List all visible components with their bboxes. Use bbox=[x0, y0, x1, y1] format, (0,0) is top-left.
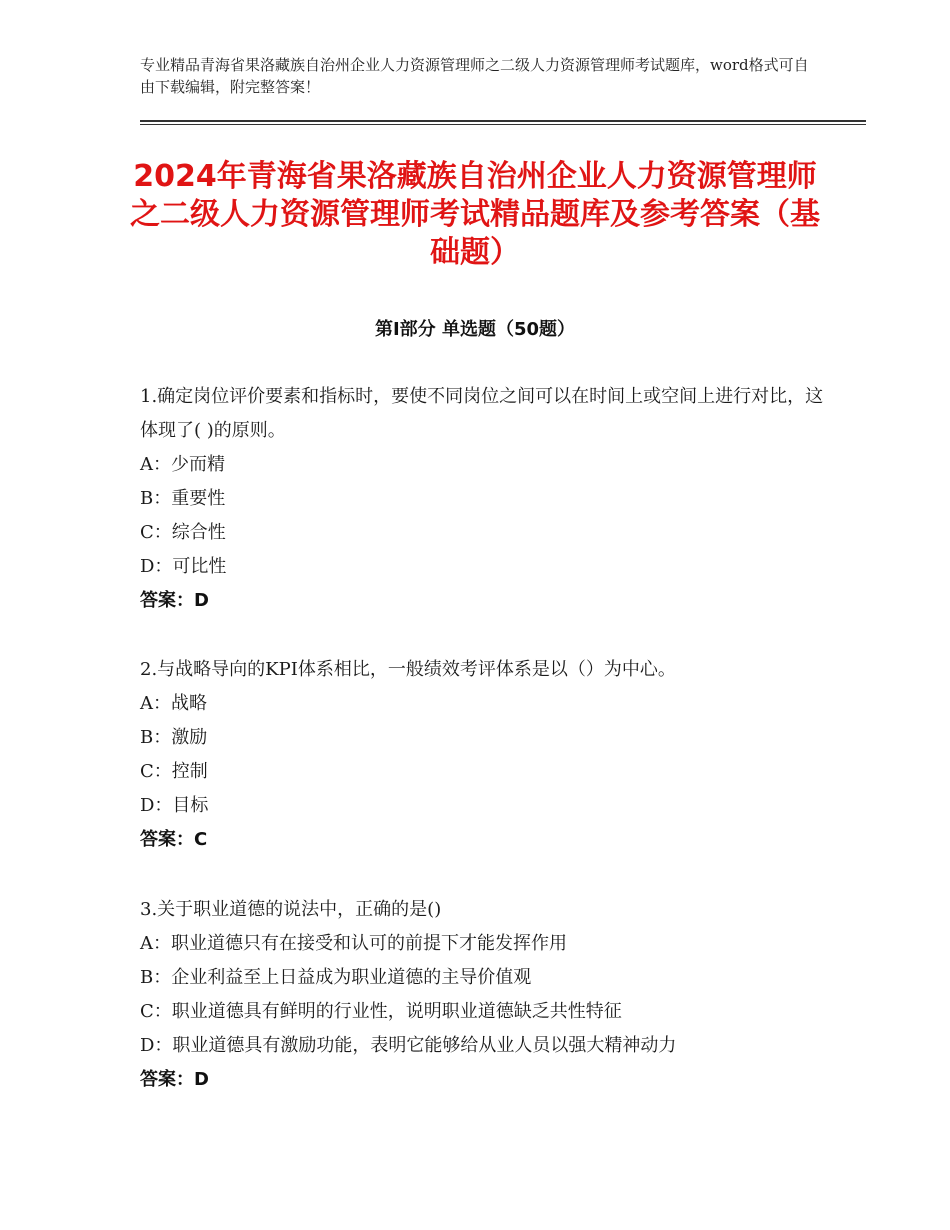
option-d: D：目标 bbox=[140, 795, 209, 816]
option-a: A：少而精 bbox=[140, 454, 225, 475]
answer: 答案：D bbox=[140, 1069, 209, 1090]
question-2 bbox=[140, 653, 830, 857]
option-c: C：职业道德具有鲜明的行业性，说明职业道德缺乏共性特征 bbox=[140, 1001, 622, 1022]
question-text: 3.关于职业道德的说法中，正确的是() bbox=[140, 899, 442, 920]
question-text: 1.确定岗位评价要素和指标时，要使不同岗位之间可以在时间上或空间上进行对比，这体现了( )的原则。 bbox=[140, 386, 824, 441]
header-rule-thin bbox=[140, 124, 866, 125]
option-a: A：职业道德只有在接受和认可的前提下才能发挥作用 bbox=[140, 933, 567, 954]
header-note: 专业精品青海省果洛藏族自治州企业人力资源管理师之二级人力资源管理师考试题库，word格式可自由下载编辑，附完整答案！ bbox=[140, 56, 809, 96]
option-c: C：综合性 bbox=[140, 522, 226, 543]
document-title: 2024年青海省果洛藏族自治州企业人力资源管理师之二级人力资源管理师考试精品题库及参考答案（基础题） bbox=[130, 159, 820, 270]
answer: 答案：D bbox=[140, 590, 209, 611]
option-d: D：可比性 bbox=[140, 556, 227, 577]
answer: 答案：C bbox=[140, 829, 208, 850]
option-b: B：重要性 bbox=[140, 488, 226, 509]
option-c: C：控制 bbox=[140, 761, 208, 782]
question-1 bbox=[140, 380, 830, 618]
question-text: 2.与战略导向的KPI体系相比，一般绩效考评体系是以（）为中心。 bbox=[140, 659, 676, 680]
option-b: B：企业利益至上日益成为职业道德的主导价值观 bbox=[140, 967, 532, 988]
option-d: D：职业道德具有激励功能，表明它能够给从业人员以强大精神动力 bbox=[140, 1035, 677, 1056]
header-rule-thick bbox=[140, 120, 866, 122]
section-title: 第Ⅰ部分 单选题（50题） bbox=[374, 319, 575, 340]
option-b: B：激励 bbox=[140, 727, 208, 748]
question-3 bbox=[140, 893, 830, 1097]
option-a: A：战略 bbox=[140, 693, 207, 714]
